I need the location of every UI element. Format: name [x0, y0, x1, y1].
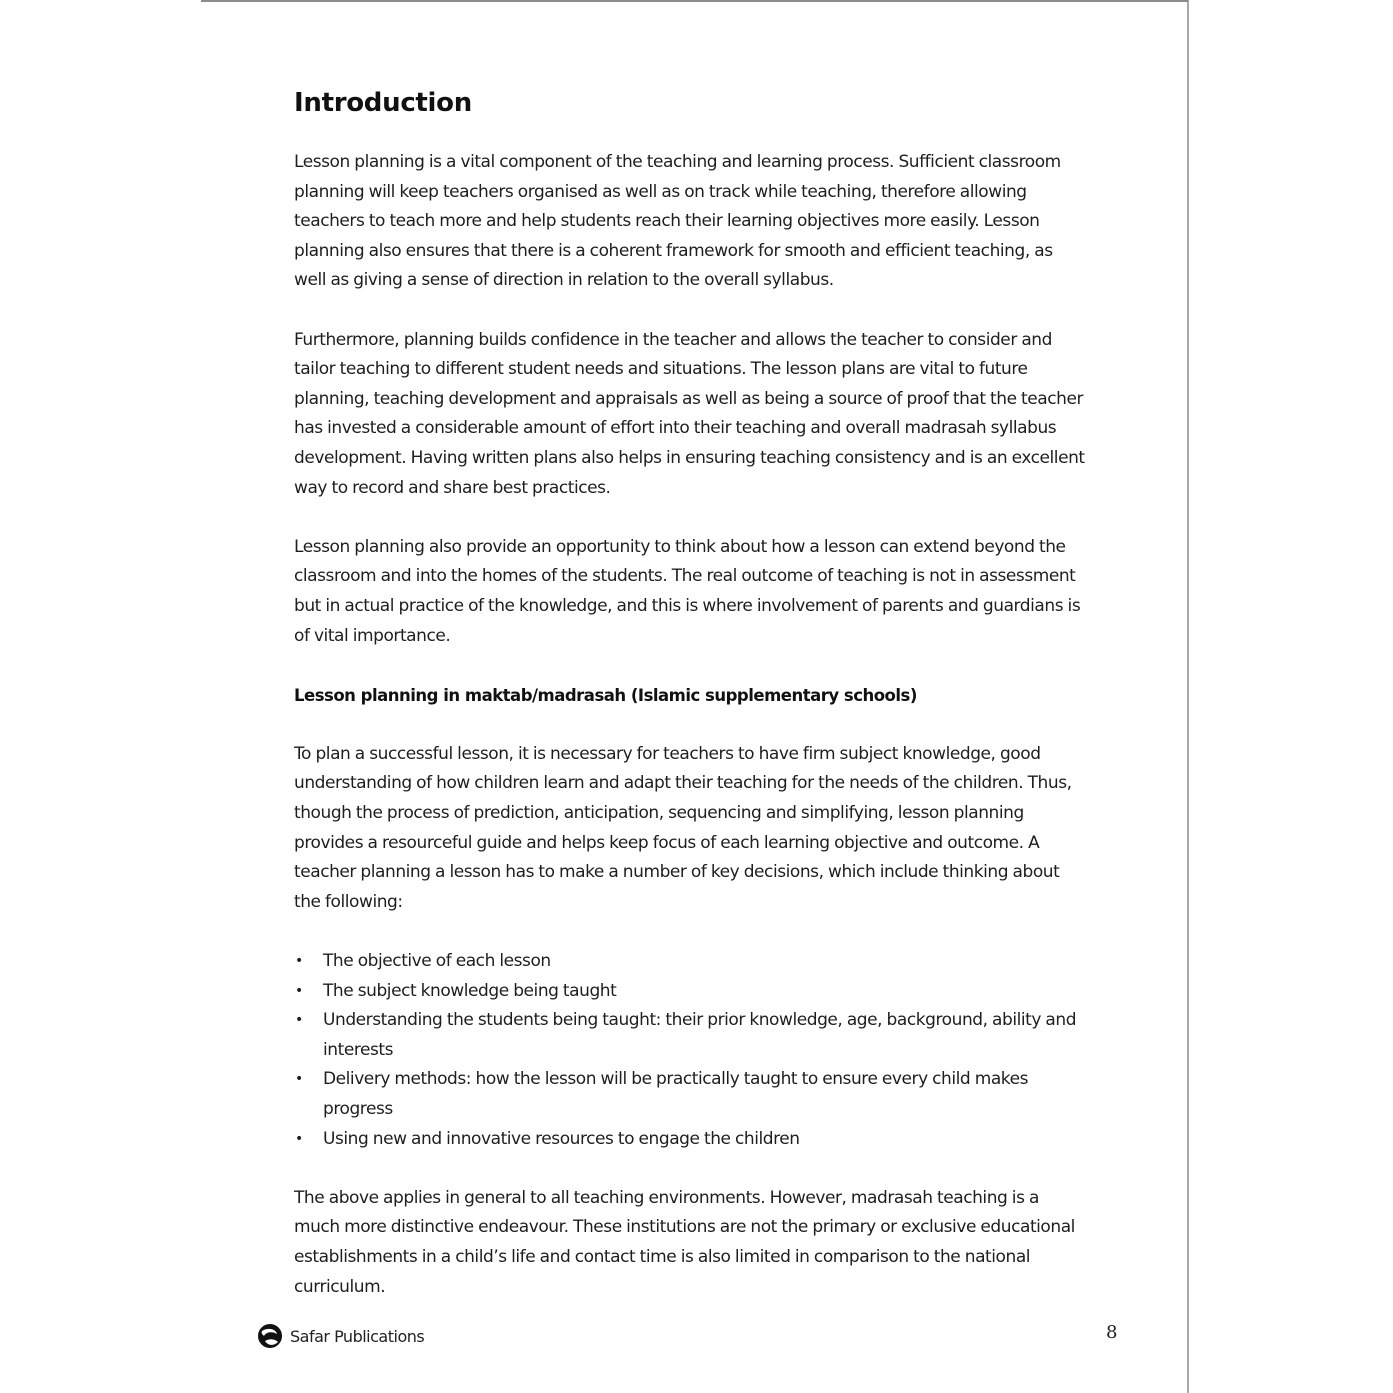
- safar-logo-icon: [256, 1322, 284, 1350]
- list-item: [294, 977, 1089, 1007]
- list-item-text: The objective of each lesson: [323, 951, 551, 972]
- closing-paragraph: The above applies in general to all teaching environments. However, madrasah teaching is a much more distinctive endeavour. These institutions are not the primary or exclusive educational establishments in a child’s life and contact time is also limited in comparison to the national curriculum.: [294, 1187, 1075, 1297]
- intro-paragraph-2: Furthermore, planning builds confidence in the teacher and allows the teacher to consider and tailor teaching to different student needs and situations. The lesson plans are vital to future planning, teaching development and appraisals as well as being a source of proof that the teacher has invested a considerable amount of effort into their teaching and overall madrasah syllabus development. Having written plans also helps in ensuring teaching consistency and is an excellent way to record and share best practices.: [294, 329, 1085, 498]
- publisher-name: Safar Publications: [290, 1326, 425, 1346]
- bullet-icon: •: [295, 953, 303, 970]
- intro-paragraph-1: Lesson planning is a vital component of the teaching and learning process. Sufficient classroom planning will keep teachers organised as well as on track while teaching, therefore allowing teachers to teach more and help students reach their learning objectives more easily. Lesson planning also ensures that there is a coherent framework for smooth and efficient teaching, as well as giving a sense of direction in relation to the overall syllabus.: [294, 152, 1061, 291]
- list-item-text: Using new and innovative resources to engage the children: [323, 1128, 800, 1149]
- list-item: [294, 1065, 1089, 1124]
- bullet-icon: •: [295, 982, 303, 999]
- section-subheading: Lesson planning in maktab/madrasah (Islamic supplementary schools): [294, 685, 917, 705]
- list-item: [294, 1125, 1089, 1155]
- list-item: [294, 947, 1089, 977]
- list-item-text: Understanding the students being taught: their prior knowledge, age, background, ability and interests: [323, 1010, 1077, 1060]
- bullet-icon: •: [295, 1071, 303, 1088]
- document-page: [201, 0, 1189, 1393]
- intro-paragraph-3: Lesson planning also provide an opportunity to think about how a lesson can extend beyond the classroom and into the homes of the students. The real outcome of teaching is not in assessment but in actual practice of the knowledge, and this is where involvement of parents and guardians is of vital importance.: [294, 536, 1081, 646]
- bullet-icon: •: [295, 1012, 303, 1029]
- list-item-text: The subject knowledge being taught: [323, 980, 617, 1001]
- bullet-icon: •: [295, 1130, 303, 1147]
- key-decisions-list: [294, 947, 1089, 1154]
- page-title: Introduction: [294, 88, 472, 118]
- list-item-text: Delivery methods: how the lesson will be practically taught to ensure every child makes progress: [323, 1069, 1028, 1119]
- page-content: [294, 88, 1089, 1332]
- list-item: [294, 1006, 1089, 1065]
- planning-paragraph: To plan a successful lesson, it is necessary for teachers to have firm subject knowledge, good understanding of how children learn and adapt their teaching for the needs of the children. Thus, though the process of prediction, anticipation, sequencing and simplifying, lesson planning provides a resourceful guide and helps keep focus of each learning objective and outcome. A teacher planning a lesson has to make a number of key decisions, which include thinking about the following:: [294, 743, 1072, 912]
- publisher-footer: [256, 1322, 424, 1350]
- page-number: 8: [1106, 1322, 1118, 1343]
